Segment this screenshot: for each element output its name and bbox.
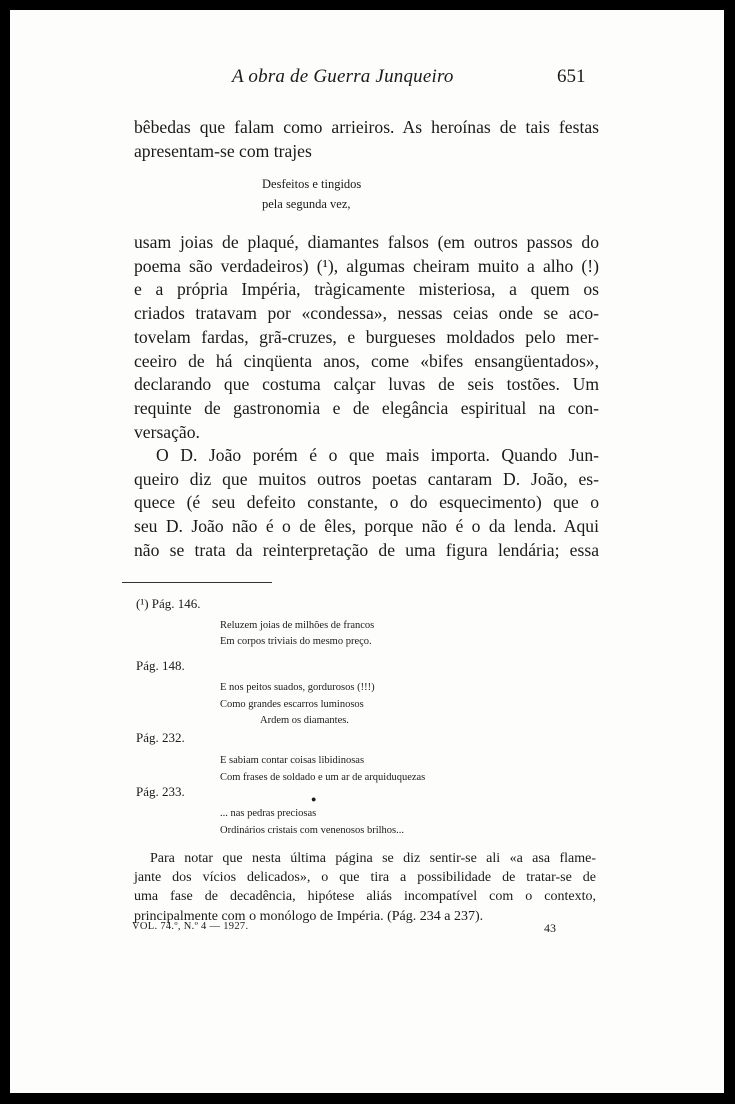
quote-line: Em corpos triviais do mesmo preço. (220, 636, 372, 647)
body-line: O D. João porém é o que mais importa. Quando Jun- (156, 445, 599, 465)
footnote-quote-2 (220, 680, 375, 730)
verse-quote-1 (262, 174, 361, 214)
footnote-ref-2: Pág. 148. (136, 658, 185, 673)
sheet-number: 43 (544, 921, 556, 935)
body-line: seu D. João não é o de êles, porque não é o da lenda. Aqui (134, 516, 599, 537)
paragraph-1 (134, 116, 599, 163)
quote-line: Com frases de soldado e um ar de arquiduquezas (220, 771, 426, 783)
footnote-ref-1: (¹) Pág. 146. (136, 596, 201, 611)
body-line: versação. (134, 421, 200, 442)
body-line: poema são verdadeiros) (¹), algumas cheiram muito a alho (!) (134, 255, 599, 276)
body-line: quece (é seu defeito constante, o do esquecimento) que o (134, 492, 599, 513)
quote-line: Reluzem joias de milhões de francos (220, 620, 375, 631)
footnote-ref-4: Pág. 233. (136, 784, 185, 799)
book-page (10, 10, 724, 1093)
quote-line: E nos peitos suados, gordurosos (!!!) (220, 682, 375, 693)
footnote-line: jante dos vícios delicados», o que tira a possibilidade de tratar-se de (134, 870, 596, 886)
footnote-line: principalmente com o monólogo de Impéria. (Pág. 234 a 237). (134, 908, 484, 924)
running-title: A obra de Guerra Junqueiro (232, 66, 454, 87)
body-line: bêbedas que falam como arrieiros. As heroínas de tais festas (134, 117, 599, 137)
body-line: ceeiro de há cinqüenta anos, come «bifes ensangüentados», (134, 350, 599, 371)
paragraph-3 (134, 444, 599, 563)
verse-line: pela segunda vez, (262, 197, 351, 211)
body-line: declarando que costuma calçar luvas de seis tostões. Um (134, 374, 599, 395)
ink-dot: ● (311, 794, 317, 804)
body-line: usam joias de plaqué, diamantes falsos (em outros passos do (134, 232, 599, 252)
footnote-paragraph (134, 849, 596, 926)
quote-line: Como grandes escarros luminosos (220, 698, 364, 710)
body-line: não se trata da reinterpretação de uma figura lendária; essa (134, 539, 599, 560)
quote-line: Ordinários cristais com venenosos brilhos... (220, 825, 405, 836)
footnote-quote-3 (220, 753, 425, 786)
quote-line: Ardem os diamantes. (260, 715, 349, 726)
footnote-ref-3: Pág. 232. (136, 730, 185, 745)
body-line: criados tratavam por «condessa», nessas ceias onde se aco- (134, 303, 599, 324)
footnote-quote-1 (220, 618, 374, 650)
page-number: 651 (557, 66, 586, 87)
body-line: apresentam-se com trajes (134, 140, 312, 161)
quote-line: E sabiam contar coisas libidinosas (220, 755, 365, 766)
footnote-rule (122, 582, 272, 583)
footnote-line: uma fase de decadência, hipótese aliás incompatível com o contexto, (134, 889, 596, 905)
body-line: requinte de gastronomia e de elegância espiritual na con- (134, 397, 599, 418)
paragraph-2 (134, 231, 599, 444)
footnote-line: Para notar que nesta última página se diz sentir-se ali «a asa flame- (150, 851, 596, 866)
verse-line: Desfeitos e tingidos (262, 177, 362, 191)
footnote-quote-4 (220, 805, 404, 839)
body-line: e a própria Impéria, tràgicamente misteriosa, a quem os (134, 279, 599, 300)
quote-line: ... nas pedras preciosas (220, 808, 317, 819)
volume-signature: VOL. 74.º, N.º 4 — 1927. (132, 921, 249, 932)
body-line: tovelam fardas, grã-cruzes, e burgueses moldados pelo mer- (134, 326, 599, 347)
body-line: queiro diz que muitos outros poetas cantaram D. João, es- (134, 468, 599, 489)
